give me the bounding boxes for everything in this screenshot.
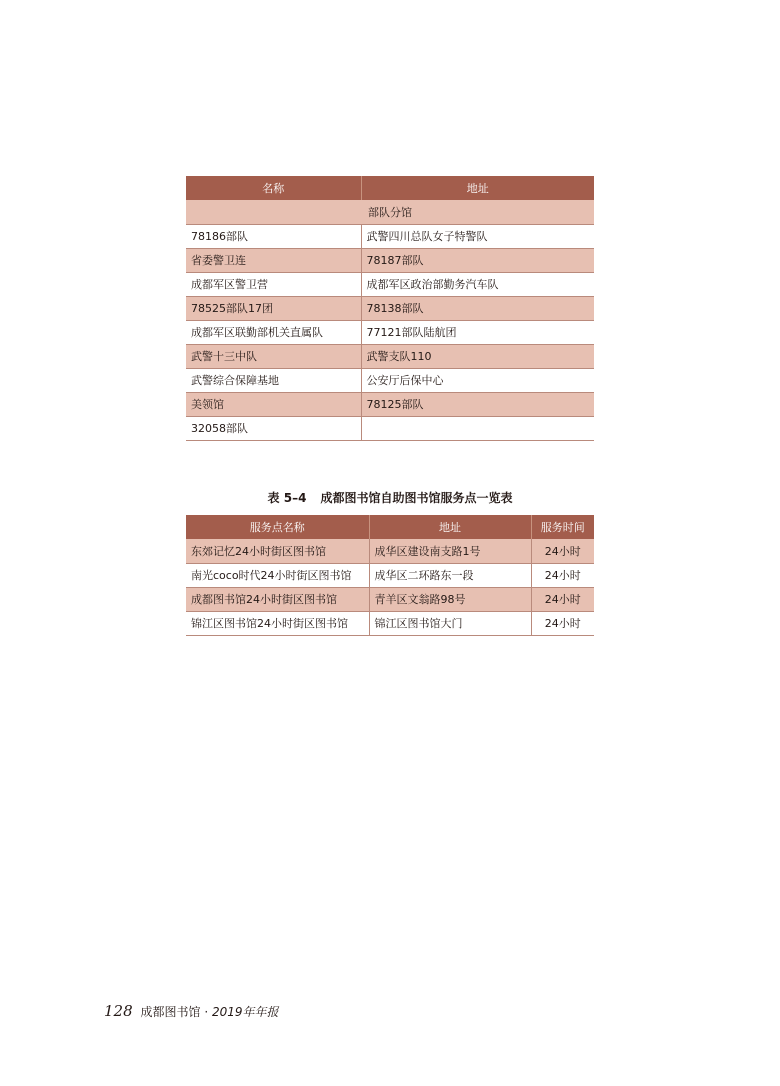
column-header-name: 名称 (186, 176, 361, 200)
table-cell: 78125部队 (361, 392, 594, 416)
table-cell: 24小时 (531, 587, 594, 611)
table-cell: 成都图书馆24小时街区图书馆 (186, 587, 369, 611)
table-cell: 78187部队 (361, 248, 594, 272)
table-row (186, 272, 594, 296)
table-row (186, 368, 594, 392)
self-service-library-table (186, 515, 594, 636)
table-caption-title: 成都图书馆自助图书馆服务点一览表 (320, 491, 513, 505)
table-cell: 东郊记忆24小时街区图书馆 (186, 539, 369, 563)
table-cell: 78138部队 (361, 296, 594, 320)
table-cell: 78525部队17团 (186, 296, 361, 320)
table-cell: 成华区二环路东一段 (369, 563, 531, 587)
page-footer (104, 1002, 279, 1020)
table-cell: 成华区建设南支路1号 (369, 539, 531, 563)
footer-title: 成都图书馆 (140, 1005, 201, 1019)
table-cell: 武警十三中队 (186, 344, 361, 368)
table-row (186, 344, 594, 368)
table-cell: 成都军区联勤部机关直属队 (186, 320, 361, 344)
table-header-row (186, 515, 594, 539)
table-row (186, 416, 594, 440)
table-row (186, 224, 594, 248)
table-cell: 77121部队陆航团 (361, 320, 594, 344)
table-row (186, 392, 594, 416)
table-cell: 成都军区警卫营 (186, 272, 361, 296)
table-cell: 武警支队110 (361, 344, 594, 368)
footer-separator: · (204, 1005, 209, 1019)
table-row (186, 587, 594, 611)
table-cell: 美领馆 (186, 392, 361, 416)
table-cell: 24小时 (531, 563, 594, 587)
section-title: 部队分馆 (186, 200, 594, 224)
table-cell: 南光coco时代24小时街区图书馆 (186, 563, 369, 587)
table-row (186, 320, 594, 344)
table-cell: 成都军区政治部勤务汽车队 (361, 272, 594, 296)
table-row (186, 296, 594, 320)
column-header-address: 地址 (369, 515, 531, 539)
table-cell: 武警四川总队女子特警队 (361, 224, 594, 248)
table-cell: 公安厅后保中心 (361, 368, 594, 392)
footer-subtitle: 2019年年报 (211, 1005, 279, 1019)
section-row (186, 200, 594, 224)
table-row (186, 611, 594, 635)
table-caption (186, 489, 594, 506)
table-cell: 24小时 (531, 611, 594, 635)
table-cell: 青羊区文翁路98号 (369, 587, 531, 611)
library-branch-table (186, 176, 594, 441)
table-cell: 锦江区图书馆大门 (369, 611, 531, 635)
table-row (186, 563, 594, 587)
table-row (186, 248, 594, 272)
page-number: 128 (104, 1002, 133, 1020)
column-header-service-point: 服务点名称 (186, 515, 369, 539)
column-header-service-hours: 服务时间 (531, 515, 594, 539)
table-cell: 省委警卫连 (186, 248, 361, 272)
table-cell: 32058部队 (186, 416, 361, 440)
table-cell: 武警综合保障基地 (186, 368, 361, 392)
table-cell: 锦江区图书馆24小时街区图书馆 (186, 611, 369, 635)
table-cell: 24小时 (531, 539, 594, 563)
table-cell (361, 416, 594, 440)
column-header-address: 地址 (361, 176, 594, 200)
table-caption-number: 表 5–4 (267, 491, 307, 505)
table-header-row (186, 176, 594, 200)
table-row (186, 539, 594, 563)
table-cell: 78186部队 (186, 224, 361, 248)
